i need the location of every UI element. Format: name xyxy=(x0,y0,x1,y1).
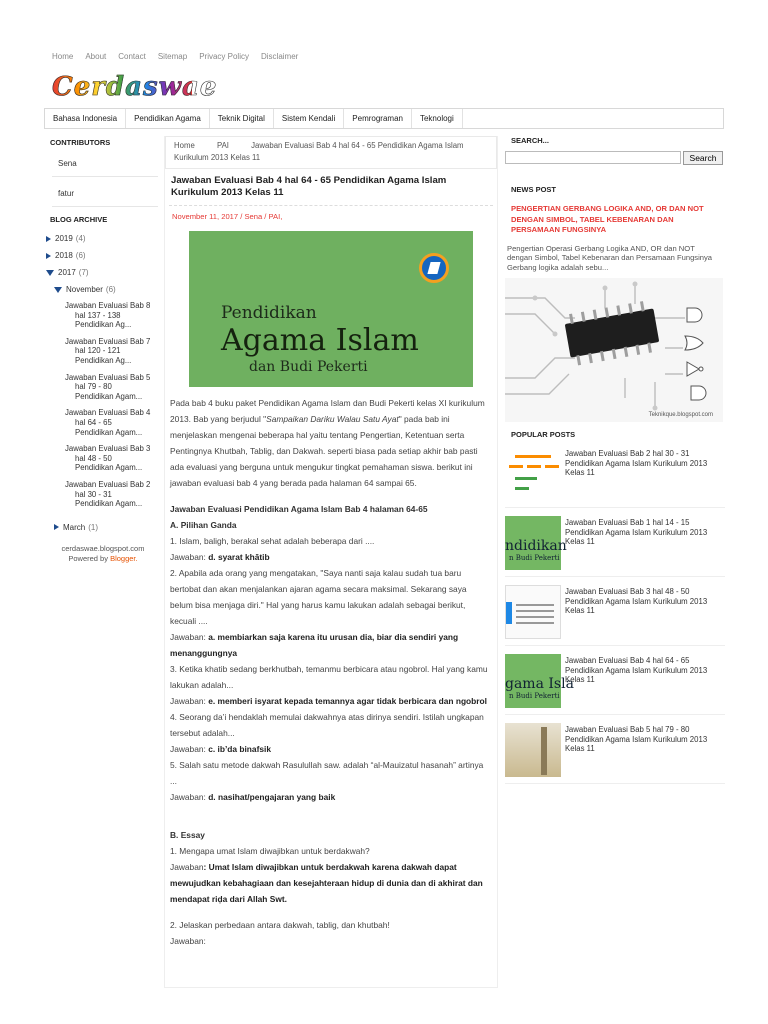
nav-about[interactable]: About xyxy=(85,52,107,61)
expand-arrow-icon[interactable] xyxy=(46,236,51,242)
archive-post-link[interactable]: Jawaban Evaluasi Bab 2 hal 30 - 31 Pendidikan Agam... xyxy=(65,479,151,509)
expand-arrow-icon[interactable] xyxy=(46,253,51,259)
image-watermark: Teknikque.blogspot.com xyxy=(648,412,713,419)
popular-post[interactable] xyxy=(505,654,725,715)
collapse-arrow-icon[interactable] xyxy=(54,287,62,293)
archive-post-link[interactable]: Jawaban Evaluasi Bab 8 hal 137 - 138 Pendidikan Ag... xyxy=(65,301,151,330)
popular-post-title[interactable]: Jawaban Evaluasi Bab 4 hal 64 - 65 Pendidikan Agama Islam Kurikulum 2013 Kelas 11 xyxy=(565,656,708,685)
contributors-heading: CONTRIBUTORS xyxy=(50,138,111,147)
post-area xyxy=(164,136,498,988)
collapse-arrow-icon[interactable] xyxy=(46,270,54,276)
divider xyxy=(52,176,158,177)
popular-post[interactable] xyxy=(505,516,725,577)
answer: Jawaban: d. nasihat/pengajaran yang baik xyxy=(170,792,336,802)
cover-text: Pendidikan xyxy=(221,303,317,323)
popular-post-title[interactable]: Jawaban Evaluasi Bab 5 hal 79 - 80 Pendidikan Agama Islam Kurikulum 2013 Kelas 11 xyxy=(565,725,708,754)
answer: Jawaban: xyxy=(170,936,206,946)
book-cover-image xyxy=(189,231,473,387)
menu-pemrograman[interactable]: Pemrograman xyxy=(344,109,412,128)
answer: Jawaban: Umat Islam diwajibkan untuk berdakwah karena dakwah dapat mewujudkan kebahagiaan dan kesejahteraan hidup di dunia dan di akhirat dan mendapat riḍa dari Allah Swt. xyxy=(170,862,483,904)
archive-month-label[interactable]: March xyxy=(63,522,86,532)
answer: Jawaban: e. memberi isyarat kepada temannya agar tidak berbicara dan ngobrol xyxy=(170,696,487,706)
cover-title: Agama Islam xyxy=(221,323,419,358)
popular-post-title[interactable]: Jawaban Evaluasi Bab 3 hal 48 - 50 Pendidikan Agama Islam Kurikulum 2013 Kelas 11 xyxy=(565,587,708,616)
contributor-link[interactable]: fatur xyxy=(58,189,75,198)
archive-year-label[interactable]: 2017 xyxy=(58,268,76,277)
divider xyxy=(169,205,493,206)
popular-post-title[interactable]: Jawaban Evaluasi Bab 1 hal 14 - 15 Pendidikan Agama Islam Kurikulum 2013 Kelas 11 xyxy=(565,518,708,547)
logo-text: Cerdaswae xyxy=(52,72,218,102)
top-nav xyxy=(52,52,298,61)
popular-post-title[interactable]: Jawaban Evaluasi Bab 2 hal 30 - 31 Pendidikan Agama Islam Kurikulum 2013 Kelas 11 xyxy=(565,449,708,478)
archive-count: (6) xyxy=(105,285,116,294)
part-a-heading: A. Pilihan Ganda xyxy=(170,520,237,530)
post-body xyxy=(165,387,497,949)
question: 2. Apabila ada orang yang mengatakan, "Saya nanti saja kalau sudah tua baru bertobat dan akan menjalankan ajaran agama secara maksimal. Sekarang saya belum bisa menjaga diri." Hal yang harus kamu lakukan adalah sebagai berikut, kecuali .... xyxy=(170,568,467,626)
attribution xyxy=(44,544,162,564)
archive-month-label[interactable]: November xyxy=(66,285,103,294)
nav-home[interactable]: Home xyxy=(52,52,74,61)
popular-post[interactable] xyxy=(505,447,725,508)
breadcrumb-category[interactable]: PAI xyxy=(216,141,229,150)
menu-teknologi[interactable]: Teknologi xyxy=(412,109,463,128)
site-url[interactable]: cerdaswae.blogspot.com xyxy=(61,543,145,553)
main-menu xyxy=(44,108,724,129)
question: 4. Seorang da’i hendaklah memulai dakwahnya atas dirinya sendiri. Istilah ungkapan tersebut adalah... xyxy=(170,712,484,738)
post-thumbnail[interactable]: ndidikan n Budi Pekerti xyxy=(505,516,561,570)
archive-year-label[interactable]: 2018 xyxy=(55,251,73,260)
left-sidebar xyxy=(44,136,162,564)
expand-arrow-icon[interactable] xyxy=(54,524,59,530)
answer: Jawaban: c. ib’da binafsik xyxy=(170,744,272,754)
archive-post-link[interactable]: Jawaban Evaluasi Bab 3 hal 48 - 50 Pendidikan Agam... xyxy=(65,444,151,473)
breadcrumb-current: Jawaban Evaluasi Bab 4 hal 64 - 65 Pendidikan Agama Islam Kurikulum xyxy=(174,141,464,162)
intro-paragraph: Pada bab 4 buku paket Pendidikan Agama Islam dan Budi Pekerti kelas XI kurikulum 2013. Bab yang berjudul "Sampaikan Dariku Walau Satu Ayat" pada bab ini menjelaskan mengenai beberapa hal yaitu tentang Pengertian, Ketentuan serta Pentingnya Khutbah, Tablig, dan Dakwah. seperti biasa pada setiap akhir bab pasti ada evaluasi yang berguna untuk mengukur tingkat pemahaman siswa. berikut ini jawaban evaluasi bab 4 yang berada pada halaman 64 sampai 65. xyxy=(170,398,485,488)
search-button[interactable]: Search xyxy=(683,151,723,165)
blog-archive-heading: BLOG ARCHIVE xyxy=(50,215,108,224)
answer: Jawaban: a. membiarkan saja karena itu urusan dia, biar dia sendiri yang menanggungnya xyxy=(170,632,459,658)
archive-count: (6) xyxy=(75,251,86,260)
news-post-heading: NEWS POST xyxy=(511,185,557,194)
archive-year-2018[interactable] xyxy=(46,251,162,260)
archive-post-link[interactable]: Jawaban Evaluasi Bab 4 hal 64 - 65 Pendidikan Agam... xyxy=(65,408,151,437)
post-meta[interactable]: November 11, 2017 / Sena / PAI, xyxy=(172,212,283,221)
post-thumbnail[interactable]: gama Isla n Budi Pekerti xyxy=(505,654,561,708)
nav-contact[interactable]: Contact xyxy=(118,52,146,61)
publisher-logo-icon xyxy=(419,253,449,283)
logic-gate-image[interactable] xyxy=(505,278,723,422)
breadcrumb-current-cont: 2013 Kelas 11 xyxy=(210,153,261,162)
answer: Jawaban: d. syarat khātib xyxy=(170,552,270,562)
nav-privacy-policy[interactable]: Privacy Policy xyxy=(199,52,249,61)
popular-post[interactable] xyxy=(505,723,725,784)
archive-post-link[interactable]: Jawaban Evaluasi Bab 5 hal 79 - 80 Pendidikan Agam... xyxy=(65,372,151,401)
part-b-heading: B. Essay xyxy=(170,830,205,840)
question: 5. Salah satu metode dakwah Rasulullah saw. adalah “al-Mauizatul hasanah” artinya ... xyxy=(170,760,484,786)
archive-count: (1) xyxy=(88,522,99,532)
question: 1. Mengapa umat Islam diwajibkan untuk berdakwah? xyxy=(170,846,370,856)
divider xyxy=(52,206,158,207)
post-thumbnail[interactable] xyxy=(505,723,561,777)
cover-subtitle: dan Budi Pekerti xyxy=(249,359,368,375)
post-thumbnail[interactable] xyxy=(505,585,561,639)
popular-posts-heading: POPULAR POSTS xyxy=(511,430,576,440)
news-post-title[interactable]: PENGERTIAN GERBANG LOGIKA AND, OR DAN NOT DENGAN SIMBOL, TABEL KEBENARAN DAN PERSAMAAN FUNGSINYA xyxy=(511,204,704,234)
question: 1. Islam, baligh, berakal sehat adalah beberapa dari .... xyxy=(170,536,375,546)
archive-month-march[interactable] xyxy=(54,523,162,532)
right-sidebar xyxy=(505,136,725,784)
nav-sitemap[interactable]: Sitemap xyxy=(157,52,188,61)
search-form xyxy=(505,151,725,165)
archive-month-november[interactable] xyxy=(54,285,162,294)
breadcrumb-home[interactable]: Home xyxy=(174,141,195,150)
archive-year-2019[interactable] xyxy=(46,234,162,243)
menu-bahasa-indonesia[interactable]: Bahasa Indonesia xyxy=(45,109,126,128)
post-title: Jawaban Evaluasi Bab 4 hal 64 - 65 Pendidikan Agama Islam Kurikulum 2013 Kelas 11 xyxy=(171,175,447,198)
question: 3. Ketika khatib sedang berkhutbah, temanmu berbicara atau ngobrol. Hal yang kamu lakukan adalah... xyxy=(170,664,488,690)
question: 2. Jelaskan perbedaan antara dakwah, tablig, dan khutbah! xyxy=(170,920,390,930)
archive-count: (7) xyxy=(78,268,89,277)
archive-year-2017[interactable] xyxy=(46,268,162,277)
popular-post[interactable] xyxy=(505,585,725,646)
search-input[interactable] xyxy=(505,151,681,164)
news-post-snippet: Pengertian Operasi Gerbang Logika AND, OR dan NOT dengan Simbol, Tabel Kebenaran dan Persamaan Fungsinya Gerbang logika adalah sebu... xyxy=(507,243,713,272)
section-title: Jawaban Evaluasi Pendidikan Agama Islam Bab 4 halaman 64-65 xyxy=(170,504,428,514)
archive-year-label[interactable]: 2019 xyxy=(55,234,73,243)
post-thumbnail[interactable] xyxy=(505,447,561,501)
archive-count: (4) xyxy=(75,234,86,243)
menu-sistem-kendali[interactable]: Sistem Kendali xyxy=(274,109,344,128)
menu-pendidikan-agama[interactable]: Pendidikan Agama xyxy=(126,109,210,128)
breadcrumb xyxy=(165,136,497,169)
search-heading: SEARCH... xyxy=(511,136,549,145)
blogger-link[interactable]: Blogger. xyxy=(110,553,138,563)
contributor-link[interactable]: Sena xyxy=(58,159,77,168)
archive-post-link[interactable]: Jawaban Evaluasi Bab 7 hal 120 - 121 Pendidikan Ag... xyxy=(65,336,151,365)
nav-disclaimer[interactable]: Disclaimer xyxy=(260,52,299,61)
menu-teknik-digital[interactable]: Teknik Digital xyxy=(210,109,274,128)
powered-by: Powered by Blogger. xyxy=(68,553,138,563)
site-logo[interactable] xyxy=(52,72,218,104)
